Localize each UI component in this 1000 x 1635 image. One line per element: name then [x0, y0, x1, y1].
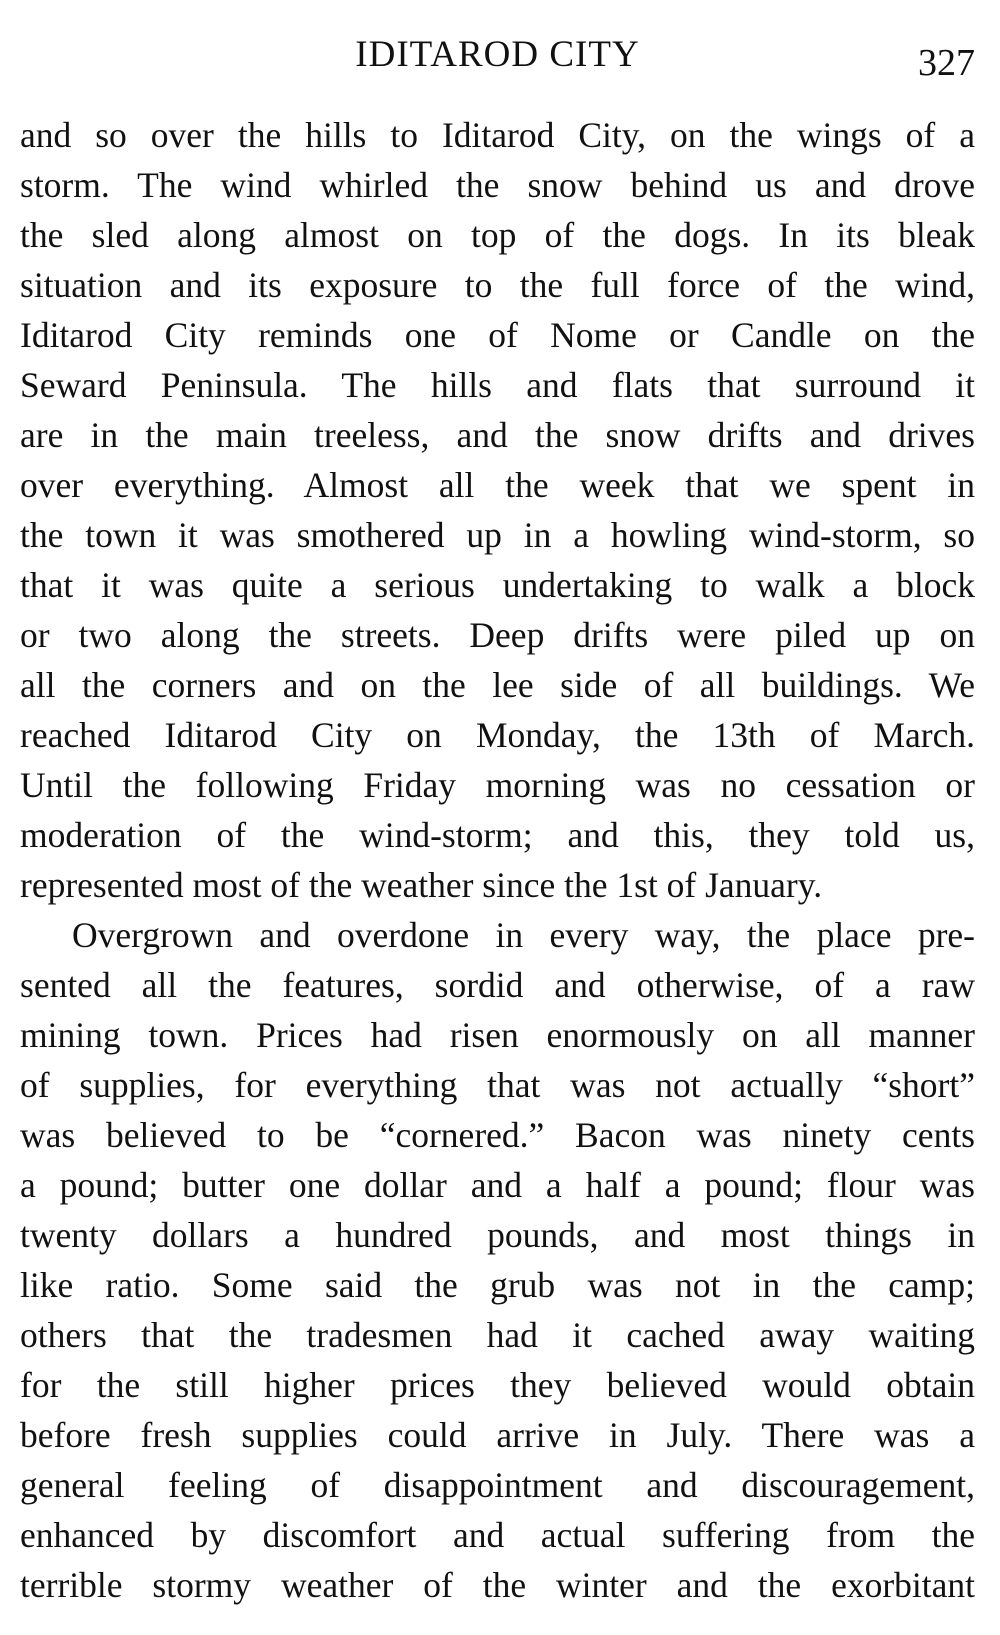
text-line: Overgrown and overdone in every way, the place pre- [72, 915, 975, 955]
text-line: mining town. Prices had risen enormously on all manner [20, 1015, 975, 1055]
page-number: 327 [918, 42, 975, 84]
text-line: that it was quite a serious undertaking to walk a block [20, 565, 975, 605]
text-line: enhanced by discomfort and actual suffering from the [20, 1515, 975, 1555]
text-line: storm. The wind whirled the snow behind us and drove [20, 165, 975, 205]
text-line: situation and its exposure to the full force of the wind, [20, 265, 975, 305]
text-line: general feeling of disappointment and discouragement, [20, 1465, 975, 1505]
text-line: twenty dollars a hundred pounds, and most things in [20, 1215, 975, 1255]
text-line: Iditarod City reminds one of Nome or Candle on the [20, 315, 975, 355]
text-line: are in the main treeless, and the snow drifts and drives [20, 415, 975, 455]
text-line: terrible stormy weather of the winter and the exorbitant [20, 1565, 975, 1605]
text-line: Until the following Friday morning was no cessation or [20, 765, 975, 805]
text-line: over everything. Almost all the week that we spent in [20, 465, 975, 505]
text-line: reached Iditarod City on Monday, the 13th of March. [20, 715, 975, 755]
running-head [20, 30, 975, 84]
text-line: or two along the streets. Deep drifts were piled up on [20, 615, 975, 655]
text-line: for the still higher prices they believed would obtain [20, 1365, 975, 1405]
text-line: the sled along almost on top of the dogs. In its bleak [20, 215, 975, 255]
text-line: sented all the features, sordid and otherwise, of a raw [20, 965, 975, 1005]
text-line: Seward Peninsula. The hills and flats that surround it [20, 365, 975, 405]
text-line: and so over the hills to Iditarod City, on the wings of a [20, 115, 975, 155]
body-text [20, 110, 975, 1610]
text-line: before fresh supplies could arrive in July. There was a [20, 1415, 975, 1455]
text-line: moderation of the wind-storm; and this, they told us, [20, 815, 975, 855]
text-line: was believed to be “cornered.” Bacon was ninety cents [20, 1115, 975, 1155]
text-line: all the corners and on the lee side of all buildings. We [20, 665, 975, 705]
text-line: a pound; butter one dollar and a half a pound; flour was [20, 1165, 975, 1205]
text-line: represented most of the weather since the 1st of January. [20, 865, 823, 905]
text-line: others that the tradesmen had it cached away waiting [20, 1315, 975, 1355]
text-line: of supplies, for everything that was not actually “short” [20, 1065, 975, 1105]
text-line: the town it was smothered up in a howling wind-storm, so [20, 515, 975, 555]
text-line: like ratio. Some said the grub was not in the camp; [20, 1265, 975, 1305]
running-title: IDITAROD CITY [355, 34, 640, 75]
